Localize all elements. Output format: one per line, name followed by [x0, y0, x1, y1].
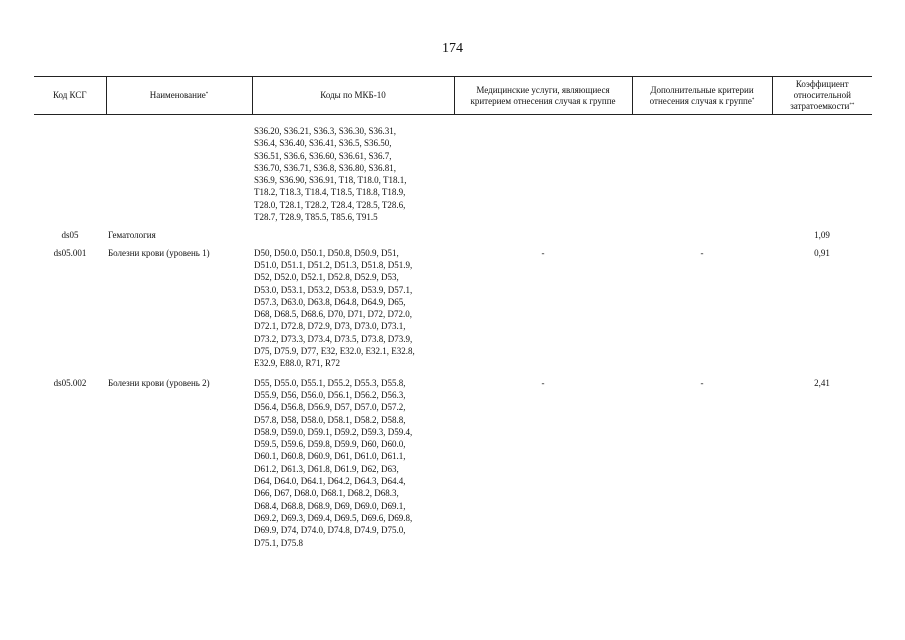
table-header — [34, 77, 872, 115]
cell-services: - — [541, 247, 545, 258]
footnote-mark: * — [205, 92, 209, 97]
cell-code: ds05.001 — [53, 247, 87, 258]
header-criteria: Дополнительные критерии отнесения случая к группе* — [632, 77, 772, 115]
cell-code: ds05 — [61, 230, 79, 241]
table-row — [34, 223, 872, 241]
cell-code: ds05.002 — [53, 377, 87, 388]
cell-icd-codes — [252, 223, 454, 241]
page-number: 174 — [442, 41, 463, 56]
cell-name: Болезни крови (уровень 2) — [108, 377, 210, 388]
header-code: Код КСГ — [34, 77, 106, 115]
cell-coefficient: 1,09 — [814, 230, 830, 241]
cell-coefficient: 0,91 — [814, 247, 830, 258]
cell-services — [454, 125, 632, 223]
cell-coefficient — [772, 125, 872, 223]
table-row — [34, 242, 872, 370]
cell-criteria: - — [700, 377, 704, 388]
cell-criteria — [632, 125, 772, 223]
header-services: Медицинские услуги, являющиеся критерием отнесения случая к группе — [454, 77, 632, 115]
cell-icd-codes: D50, D50.0, D50.1, D50.8, D50.9, D51, D51.0, D51.1, D51.2, D51.3, D51.8, D51.9, D52, D52.0, D52.1, D52.8, D52.9, D53, D53.0, D53.1, D53.2, D53.8, D53.9, D57.1, D57.3, D63.0, D63.8, D64.8, D64.9, D65, D68, D68.5, D68.6, D70, D71, D72, D72.0, D72.1, D72.8, D72.9, D73, D73.0, D73.1, D73.2, D73.3, D73.4, D73.5, D73.8, D73.9, D75, D75.9, D77, E32, E32.0, E32.1, E32.8, E32.9, E88.0, R71, R72 — [254, 247, 415, 369]
cell-criteria — [632, 223, 772, 241]
table-row — [34, 125, 872, 223]
cell-icd-codes: D55, D55.0, D55.1, D55.2, D55.3, D55.8, D55.9, D56, D56.0, D56.1, D56.2, D56.3, D56.4, D56.8, D56.9, D57, D57.0, D57.2, D57.8, D58, D58.0, D58.1, D58.2, D58.8, D58.9, D59.0, D59.1, D59.2, D59.3, D59.4, D59.5, D59.6, D59.8, D59.9, D60, D60.0, D60.1, D60.8, D60.9, D61, D61.0, D61.1, D61.2, D61.3, D61.8, D61.9, D62, D63, D64, D64.0, D64.1, D64.2, D64.3, D64.4, D66, D67, D68.0, D68.1, D68.2, D68.3, D68.4, D68.8, D68.9, D69, D69.0, D69.1, D69.2, D69.3, D69.4, D69.5, D69.6, D69.8, D69.9, D74, D74.0, D74.8, D74.9, D75.0, D75.1, D75.8 — [254, 377, 413, 548]
cell-code — [34, 125, 106, 223]
cell-coefficient: 2,41 — [814, 377, 830, 388]
footnote-mark: ** — [849, 103, 855, 108]
ksg-table — [34, 76, 872, 549]
cell-name — [106, 125, 252, 223]
cell-criteria: - — [700, 247, 704, 258]
cell-name: Болезни крови (уровень 1) — [108, 247, 210, 258]
header-name: Наименование* — [106, 77, 252, 115]
cell-name: Гематология — [108, 230, 156, 241]
table-spacer — [34, 115, 872, 126]
footnote-mark: * — [751, 97, 755, 103]
cell-services: - — [541, 377, 545, 388]
cell-icd-codes: S36.20, S36.21, S36.3, S36.30, S36.31, S36.4, S36.40, S36.41, S36.5, S36.50, S36.51, S36.6, S36.60, S36.61, S36.7, S36.70, S36.71, S36.8, S36.80, S36.81, S36.9, S36.90, S36.91, T18, T18.0, T18.1, T18.2, T18.3, T18.4, T18.5, T18.8, T18.9, T28.0, T28.1, T28.2, T28.4, T28.5, T28.6, T28.7, T28.9, T85.5, T85.6, T91.5 — [254, 126, 407, 223]
cell-services — [454, 223, 632, 241]
header-icd: Коды по МКБ-10 — [252, 77, 454, 115]
table-row — [34, 370, 872, 549]
header-coef: Коэффициент относительной затратоемкости** — [772, 77, 872, 115]
